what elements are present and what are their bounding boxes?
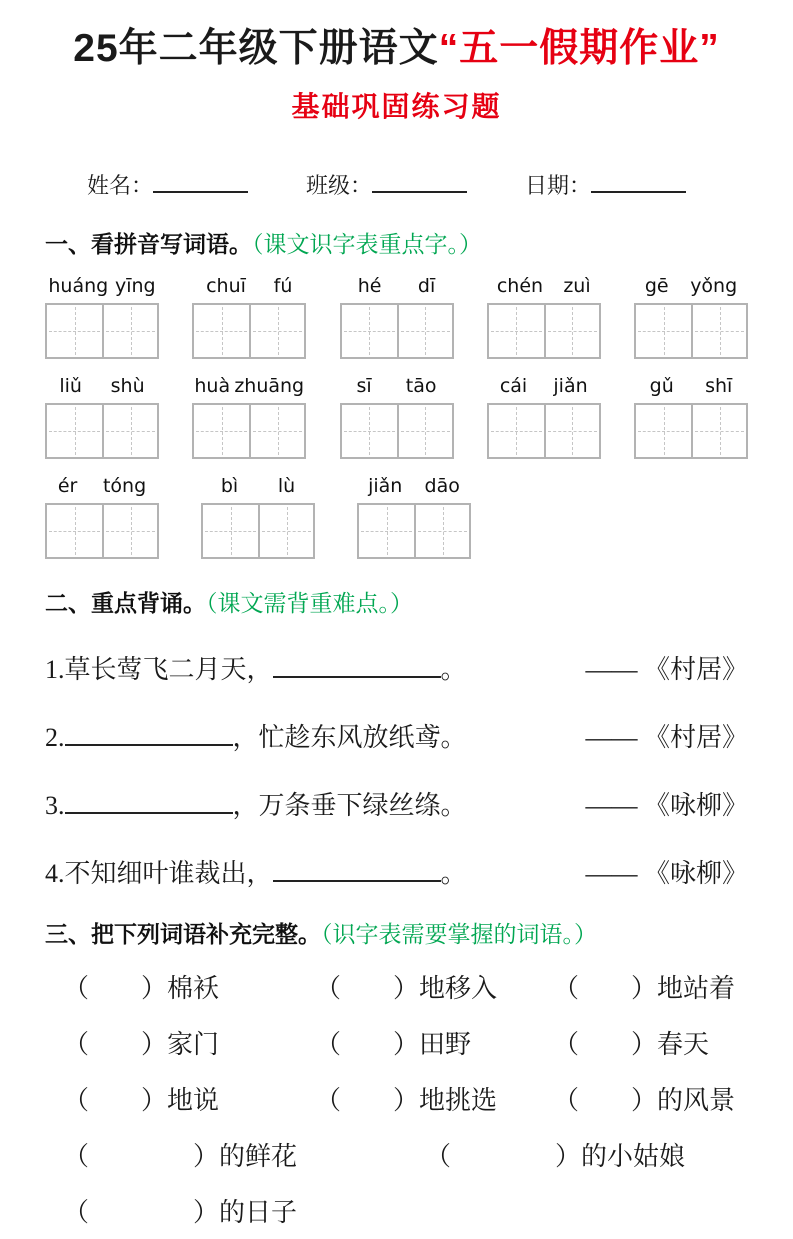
writing-grid[interactable]	[487, 403, 601, 459]
pinyin-label: jiǎn dāo	[368, 474, 460, 497]
pinyin-word-item	[340, 275, 454, 359]
fill-in-item[interactable]: （ ）的小姑娘	[425, 1141, 686, 1171]
recite-post: 。	[440, 654, 467, 684]
pinyin-word-item	[192, 275, 306, 359]
recite-post: ，忙趁东风放纸鸢。	[232, 722, 467, 752]
class-blank[interactable]	[372, 171, 467, 193]
title-black-part: 25年二年级下册语文	[73, 27, 439, 70]
section2-heading-text: 二、重点背诵。	[45, 589, 206, 616]
writing-cell[interactable]	[691, 305, 746, 357]
page-subtitle: 基础巩固练习题	[291, 90, 502, 122]
title-red-part: “五一假期作业”	[438, 27, 720, 70]
section1-heading	[45, 226, 748, 259]
writing-grid[interactable]	[487, 303, 601, 359]
writing-grid[interactable]	[45, 403, 159, 459]
fill-in-item[interactable]: （ ）棉袄	[63, 973, 220, 1003]
writing-cell[interactable]	[342, 305, 397, 357]
recite-post: ，万条垂下绿丝绦。	[232, 790, 467, 820]
fill-in-item[interactable]: （ ）的鲜花	[63, 1141, 298, 1171]
fill-in-item[interactable]: （ ）春天	[553, 1029, 710, 1059]
section3-heading	[45, 916, 748, 949]
name-blank[interactable]	[153, 171, 248, 193]
section3-heading-text: 三、把下列词语补充完整。	[45, 920, 321, 947]
writing-cell[interactable]	[397, 405, 452, 457]
recite-pre: 3.	[45, 790, 65, 820]
pinyin-label: chuī fú	[206, 274, 293, 297]
pinyin-word-item	[201, 475, 315, 559]
recite-blank[interactable]	[273, 652, 441, 678]
writing-grid[interactable]	[357, 503, 471, 559]
recite-blank[interactable]	[273, 856, 441, 882]
fill-in-line-4	[45, 1136, 748, 1173]
date-blank[interactable]	[591, 171, 686, 193]
pinyin-grid-row-1	[45, 275, 748, 359]
recite-pre: 4.不知细叶谁裁出，	[45, 858, 273, 888]
fill-in-item[interactable]: （ ）地站着	[553, 973, 736, 1003]
fill-in-item[interactable]: （ ）地挑选	[315, 1085, 498, 1115]
page-title	[45, 26, 748, 73]
writing-cell[interactable]	[102, 505, 157, 557]
writing-grid[interactable]	[192, 303, 306, 359]
writing-cell[interactable]	[194, 405, 249, 457]
writing-cell[interactable]	[489, 405, 544, 457]
fill-in-item[interactable]: （ ）家门	[63, 1029, 220, 1059]
writing-cell[interactable]	[203, 505, 258, 557]
writing-cell[interactable]	[258, 505, 313, 557]
poem-source: —— 《咏柳》	[585, 790, 748, 820]
writing-cell[interactable]	[194, 305, 249, 357]
section1-note: （课文识字表重点字。）	[252, 230, 482, 257]
pinyin-word-item	[45, 375, 159, 459]
writing-grid[interactable]	[192, 403, 306, 459]
date-label: 日期：	[525, 172, 592, 198]
name-field	[87, 169, 248, 200]
writing-grid[interactable]	[340, 403, 454, 459]
writing-cell[interactable]	[544, 305, 599, 357]
writing-cell[interactable]	[47, 505, 102, 557]
pinyin-word-item	[45, 475, 159, 559]
recite-line-1	[45, 649, 748, 686]
writing-cell[interactable]	[249, 305, 304, 357]
writing-cell[interactable]	[636, 405, 691, 457]
pinyin-word-item	[634, 375, 748, 459]
recite-blank[interactable]	[65, 788, 233, 814]
header-fields	[45, 169, 748, 200]
writing-cell[interactable]	[636, 305, 691, 357]
writing-grid[interactable]	[201, 503, 315, 559]
poem-source: —— 《村居》	[585, 654, 748, 684]
writing-cell[interactable]	[397, 305, 452, 357]
fill-in-item[interactable]: （ ）田野	[315, 1029, 472, 1059]
writing-cell[interactable]	[47, 305, 102, 357]
pinyin-word-item	[340, 375, 454, 459]
writing-cell[interactable]	[342, 405, 397, 457]
class-field	[306, 169, 467, 200]
pinyin-word-item	[45, 275, 159, 359]
pinyin-label: gē yǒng	[644, 274, 738, 297]
writing-cell[interactable]	[359, 505, 414, 557]
name-label: 姓名：	[87, 172, 154, 198]
pinyin-label: cái jiǎn	[499, 374, 588, 397]
pinyin-label: huáng yīng	[48, 274, 156, 297]
pinyin-label: liǔ shù	[59, 374, 145, 397]
writing-grid[interactable]	[45, 303, 159, 359]
date-field	[525, 169, 686, 200]
pinyin-grid-row-2	[45, 375, 748, 459]
recite-line-4	[45, 853, 748, 890]
writing-cell[interactable]	[544, 405, 599, 457]
fill-in-item[interactable]: （ ）的风景	[553, 1085, 736, 1115]
writing-cell[interactable]	[691, 405, 746, 457]
pinyin-word-item	[192, 375, 306, 459]
fill-in-item[interactable]: （ ）的日子	[63, 1197, 298, 1227]
pinyin-label: huà zhuāng	[194, 374, 305, 397]
section2-note: （课文需背重难点。）	[206, 589, 413, 616]
pinyin-word-item	[487, 275, 601, 359]
writing-cell[interactable]	[47, 405, 102, 457]
fill-in-line-2	[45, 1024, 748, 1061]
recite-pre: 2.	[45, 722, 65, 752]
writing-grid[interactable]	[634, 403, 748, 459]
pinyin-word-item	[634, 275, 748, 359]
writing-cell[interactable]	[102, 405, 157, 457]
recite-line-2	[45, 717, 748, 754]
pinyin-label: bì lù	[220, 474, 296, 497]
writing-cell[interactable]	[489, 305, 544, 357]
writing-cell[interactable]	[414, 505, 469, 557]
fill-in-line-1	[45, 968, 748, 1005]
fill-in-line-3	[45, 1080, 748, 1117]
pinyin-label: chén zuì	[496, 274, 591, 297]
pinyin-word-item	[487, 375, 601, 459]
writing-cell[interactable]	[249, 405, 304, 457]
recite-blank[interactable]	[65, 720, 233, 746]
writing-grid[interactable]	[45, 503, 159, 559]
class-label: 班级：	[306, 172, 373, 198]
pinyin-grid-row-3	[45, 475, 748, 559]
writing-cell[interactable]	[102, 305, 157, 357]
poem-source: —— 《咏柳》	[585, 858, 748, 888]
pinyin-label: sī tāo	[356, 374, 437, 397]
writing-grid[interactable]	[340, 303, 454, 359]
section2-heading	[45, 585, 748, 618]
fill-in-item[interactable]: （ ）地说	[63, 1085, 220, 1115]
section3-note: （识字表需要掌握的词语。）	[321, 920, 597, 947]
recite-pre: 1.草长莺飞二月天，	[45, 654, 273, 684]
pinyin-label: ér tóng	[57, 474, 147, 497]
pinyin-label: gǔ shī	[649, 374, 733, 397]
pinyin-label: hé dī	[357, 274, 436, 297]
fill-in-line-5	[45, 1192, 748, 1229]
poem-source: —— 《村居》	[585, 722, 748, 752]
writing-grid[interactable]	[634, 303, 748, 359]
fill-in-item[interactable]: （ ）地移入	[315, 973, 498, 1003]
pinyin-word-item	[357, 475, 471, 559]
recite-line-3	[45, 785, 748, 822]
recite-post: 。	[440, 858, 467, 888]
section1-heading-text: 一、看拼音写词语。	[45, 230, 252, 257]
